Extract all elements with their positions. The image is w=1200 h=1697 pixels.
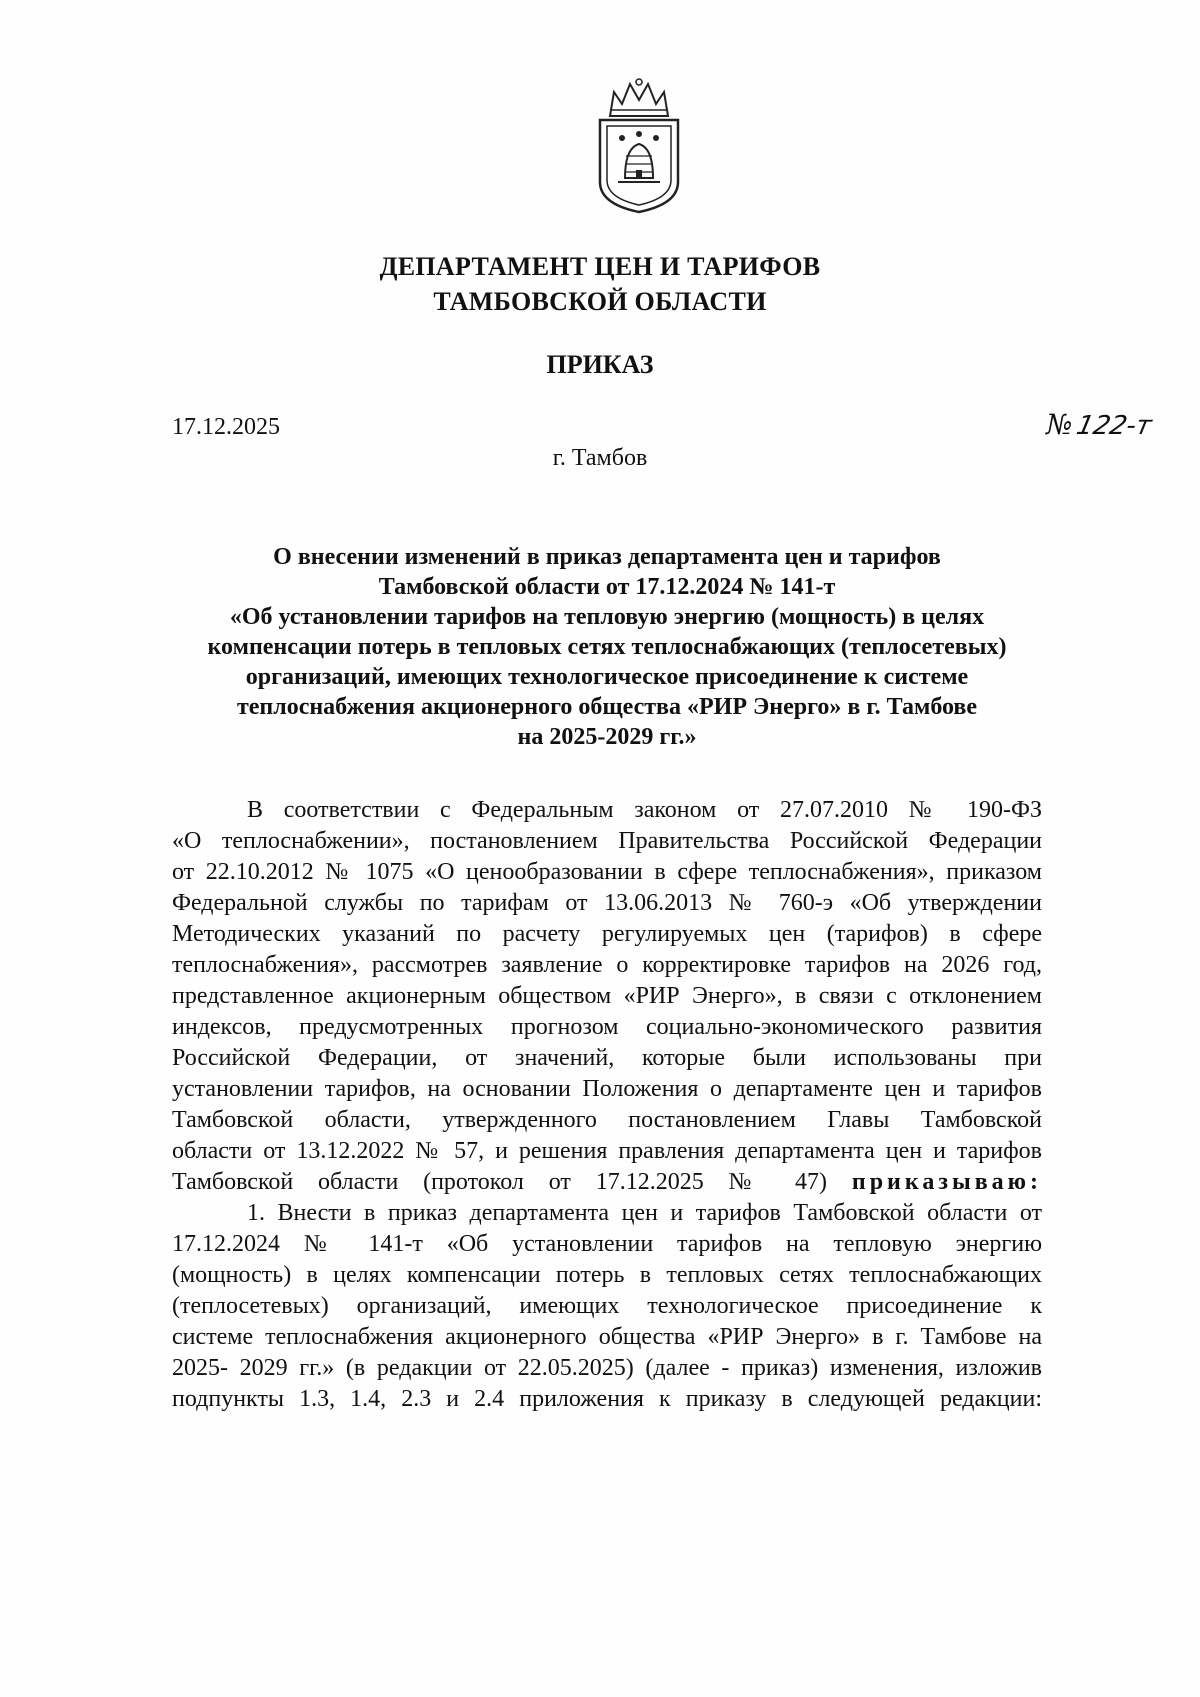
title-line: организаций, имеющих технологическое присоединение к системе bbox=[245, 664, 969, 690]
body-line: Методических указаний по расчету регулируемых цен (тарифов) в сфере bbox=[172, 921, 1042, 947]
body-line: (мощность) в целях компенсации потерь в тепловых сетях теплоснабжающих bbox=[172, 1262, 1042, 1288]
body-line: (теплосетевых) организаций, имеющих технологическое присоединение к bbox=[172, 1293, 1042, 1319]
body-line: индексов, предусмотренных прогнозом социально-экономического развития bbox=[172, 1014, 1042, 1040]
body-line: 2025- 2029 гг.» (в редакции от 22.05.2025) (далее - приказ) изменения, изложив bbox=[172, 1355, 1042, 1381]
document-number bbox=[1046, 408, 1154, 441]
title-line: компенсации потерь в тепловых сетях теплоснабжающих (теплосетевых) bbox=[207, 634, 1007, 660]
body-line: 17.12.2024 № 141-т «Об установлении тарифов на тепловую энергию bbox=[172, 1231, 1042, 1257]
body-line: представленное акционерным обществом «РИР Энерго», в связи с отклонением bbox=[172, 983, 1042, 1009]
body-line: В соответствии с Федеральным законом от 27.07.2010 № 190-ФЗ bbox=[247, 797, 1042, 823]
department-name-line1: ДЕПАРТАМЕНТ ЦЕН И ТАРИФОВ bbox=[379, 252, 821, 281]
body-line: теплоснабжения», рассмотрев заявление о корректировке тарифов на 2026 год, bbox=[172, 952, 1042, 978]
body-line: установлении тарифов, на основании Положения о департаменте цен и тарифов bbox=[172, 1076, 1042, 1102]
title-line: теплоснабжения акционерного общества «РИР Энерго» в г. Тамбове bbox=[236, 694, 978, 720]
body-line: системе теплоснабжения акционерного общества «РИР Энерго» в г. Тамбове на bbox=[172, 1324, 1042, 1350]
tambov-coat-of-arms-icon bbox=[592, 78, 686, 216]
title-line: на 2025-2029 гг.» bbox=[517, 724, 697, 750]
body-line: от 22.10.2012 № 1075 «О ценообразовании в сфере теплоснабжения», приказом bbox=[172, 859, 1042, 885]
department-name-line2: ТАМБОВСКОЙ ОБЛАСТИ bbox=[433, 287, 767, 316]
handwritten-number: 122-т bbox=[1073, 411, 1154, 441]
document-type: ПРИКАЗ bbox=[546, 350, 654, 379]
body-line: области от 13.12.2022 № 57, и решения правления департамента цен и тарифов bbox=[172, 1138, 1042, 1164]
number-sign: № bbox=[1046, 408, 1073, 441]
order-keyword: приказываю: bbox=[851, 1169, 1043, 1195]
body-line-order bbox=[172, 1167, 1042, 1198]
body-line: Российской Федерации, от значений, которые были использованы при bbox=[172, 1045, 1042, 1071]
title-line: Тамбовской области от 17.12.2024 № 141-т bbox=[378, 574, 836, 600]
document-city: г. Тамбов bbox=[552, 445, 648, 471]
title-line: О внесении изменений в приказ департамента цен и тарифов bbox=[273, 544, 941, 570]
body-line: подпункты 1.3, 1.4, 2.3 и 2.4 приложения к приказу в следующей редакции: bbox=[172, 1386, 1042, 1412]
document-date: 17.12.2025 bbox=[172, 414, 280, 440]
document-body bbox=[172, 795, 1042, 1415]
body-line: Тамбовской области, утвержденного постановлением Главы Тамбовской bbox=[172, 1107, 1042, 1133]
body-line: 1. Внести в приказ департамента цен и тарифов Тамбовской области от bbox=[247, 1200, 1042, 1226]
document-title bbox=[172, 542, 1042, 752]
body-line: «О теплоснабжении», постановлением Правительства Российской Федерации bbox=[172, 828, 1042, 854]
body-line: Федеральной службы по тарифам от 13.06.2013 № 760-э «Об утверждении bbox=[172, 890, 1042, 916]
order-protocol-text: Тамбовской области (протокол от 17.12.2025 № 47) bbox=[172, 1169, 828, 1195]
title-line: «Об установлении тарифов на тепловую энергию (мощность) в целях bbox=[229, 604, 985, 630]
